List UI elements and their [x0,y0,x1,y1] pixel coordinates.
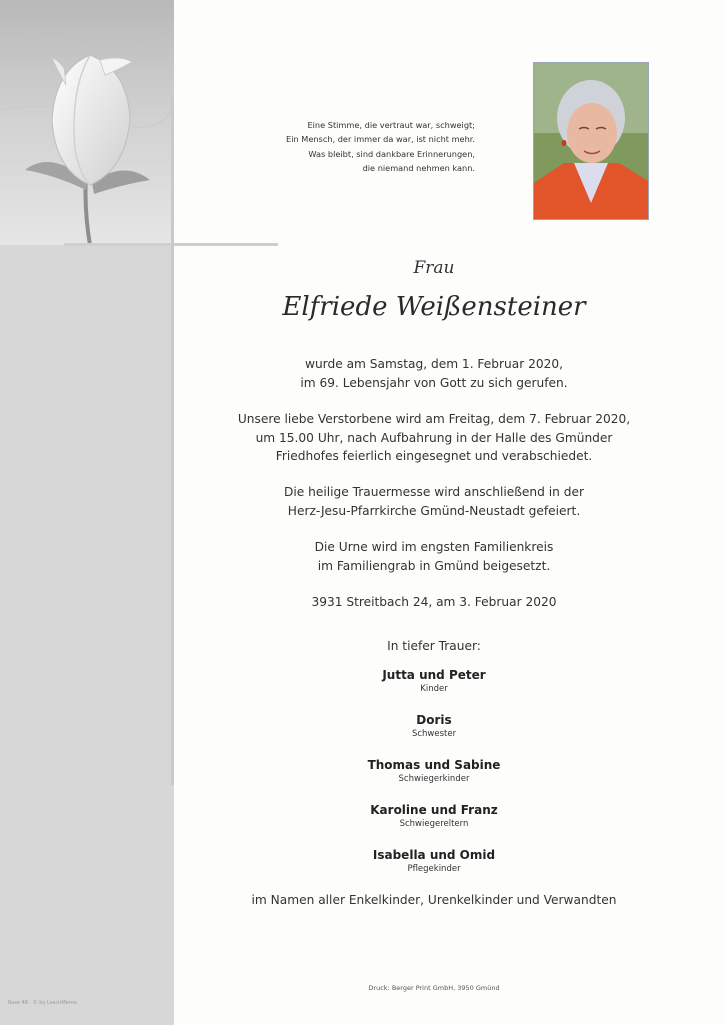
text-line: Friedhofes feierlich eingesegnet und verabschiedet. [275,449,593,463]
text-line: im Familiengrab in Gmünd beigesetzt. [317,558,551,573]
closing-line: im Namen aller Enkelkinder, Urenkelkinder und Verwandten [251,893,617,907]
mourner-relation: Schwester [411,729,457,739]
urn-paragraph [174,538,694,575]
portrait-photo [533,62,649,220]
mourner-names: Jutta und Peter [382,668,486,682]
mourner-names: Thomas und Sabine [367,758,501,772]
mourner-relation: Schwiegerkinder [398,774,470,784]
mourner-relation: Schwiegereltern [399,819,469,829]
text-line: Die heilige Trauermesse wird anschließend in der [284,485,584,499]
funeral-paragraph [174,410,694,466]
mourner-names: Karoline und Franz [370,803,498,817]
mourner-group [174,758,694,784]
mourner-group [174,803,694,829]
text-line: Herz-Jesu-Pfarrkirche Gmünd-Neustadt gefeiert. [287,503,581,518]
verse-line: die niemand nehmen kann. [362,162,475,173]
verse-line: Was bleibt, sind dankbare Erinnerungen, [308,148,475,159]
text-line: um 15.00 Uhr, nach Aufbahrung in der Halle des Gmünder [255,430,613,445]
memorial-verse [286,118,475,175]
white-rose-image [0,0,174,245]
mourner-group [174,713,694,739]
image-credit: Rose 48 · © by LeschMemo [8,1000,77,1006]
mourner-relation: Kinder [420,684,448,694]
salutation: Frau [413,258,455,278]
mourner-group [174,848,694,874]
mourner-names: Isabella und Omid [372,848,496,862]
mourner-group [174,668,694,694]
verse-line: Ein Mensch, der immer da war, ist nicht mehr. [286,134,475,145]
mourner-names: Doris [416,713,452,727]
text-line: wurde am Samstag, dem 1. Februar 2020, [304,357,563,371]
mourner-relation: Pflegekinder [407,864,461,874]
verse-line: Eine Stimme, die vertraut war, schweigt; [307,120,475,130]
text-line: Unsere liebe Verstorbene wird am Freitag, dem 7. Februar 2020, [237,412,631,426]
mass-paragraph [174,483,694,520]
death-notice-paragraph [174,355,694,392]
place-date: 3931 Streitbach 24, am 3. Februar 2020 [311,595,557,609]
text-line: im 69. Lebensjahr von Gott zu sich gerufen. [300,375,568,390]
printer-credit: Druck: Berger Print GmbH, 3950 Gmünd [368,984,500,992]
text-line: Die Urne wird im engsten Familienkreis [314,540,554,554]
mourning-intro: In tiefer Trauer: [387,639,481,653]
deceased-name: Elfriede Weißensteiner [282,292,586,322]
